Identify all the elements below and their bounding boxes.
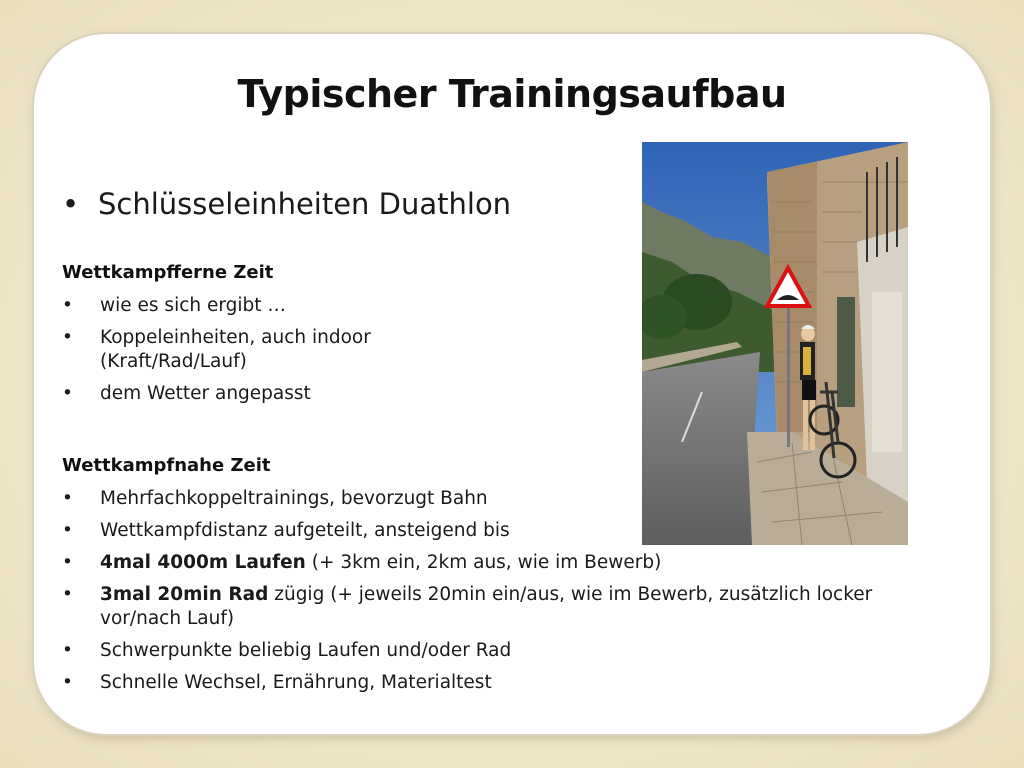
list-item: • 3mal 20min Rad zügig (+ jeweils 20min ein/aus, wie im Bewerb, zusätzlich locker vor/nach Lauf) bbox=[62, 584, 873, 629]
list-item: • Schnelle Wechsel, Ernährung, Materialtest bbox=[62, 672, 492, 693]
list-item: • Mehrfachkoppeltrainings, bevorzugt Bahn bbox=[62, 488, 488, 509]
list-item-text: Schnelle Wechsel, Ernährung, Materialtest bbox=[100, 672, 492, 693]
list-item-text: zügig (+ jeweils 20min ein/aus, wie im Bewerb, zusätzlich locker vor/nach Lauf) bbox=[100, 584, 873, 629]
section-heading-fern: Wettkampfferne Zeit bbox=[62, 262, 274, 283]
list-item: • wie es sich ergibt … bbox=[62, 295, 286, 316]
list-item-bold: 4mal 4000m Laufen bbox=[100, 552, 306, 573]
list-item-text: (+ 3km ein, 2km aus, wie im Bewerb) bbox=[305, 552, 662, 573]
list-item: • Schwerpunkte beliebig Laufen und/oder Rad bbox=[62, 640, 512, 661]
list-item-text: Schwerpunkte beliebig Laufen und/oder Rad bbox=[100, 640, 512, 661]
list-item-text: Mehrfachkoppeltrainings, bevorzugt Bahn bbox=[100, 488, 488, 509]
list-item: • 4mal 4000m Laufen (+ 3km ein, 2km aus, wie im Bewerb) bbox=[62, 552, 662, 573]
list-item-text: Koppeleinheiten, auch indoor (Kraft/Rad/Lauf) bbox=[100, 327, 371, 372]
list-item-bold: 3mal 20min Rad bbox=[100, 584, 269, 605]
main-bullet-text: Schlüsseleinheiten Duathlon bbox=[98, 187, 512, 221]
list-item-text: dem Wetter angepasst bbox=[100, 383, 311, 404]
cyclist-photo bbox=[642, 142, 908, 545]
slide-title: Typischer Trainingsaufbau bbox=[237, 72, 787, 116]
list-item: • dem Wetter angepasst bbox=[62, 383, 311, 404]
section-heading-nah: Wettkampfnahe Zeit bbox=[62, 455, 271, 476]
list-item-text: wie es sich ergibt … bbox=[100, 295, 286, 316]
bullet-dot: • bbox=[62, 187, 80, 221]
list-item: • Koppeleinheiten, auch indoor (Kraft/Rad/Lauf) bbox=[62, 327, 371, 372]
bullet-list-fern bbox=[62, 294, 582, 414]
list-item-text: Wettkampfdistanz aufgeteilt, ansteigend bis bbox=[100, 520, 510, 541]
list-item: • Wettkampfdistanz aufgeteilt, ansteigend bis bbox=[62, 520, 510, 541]
main-bullet bbox=[62, 187, 511, 221]
